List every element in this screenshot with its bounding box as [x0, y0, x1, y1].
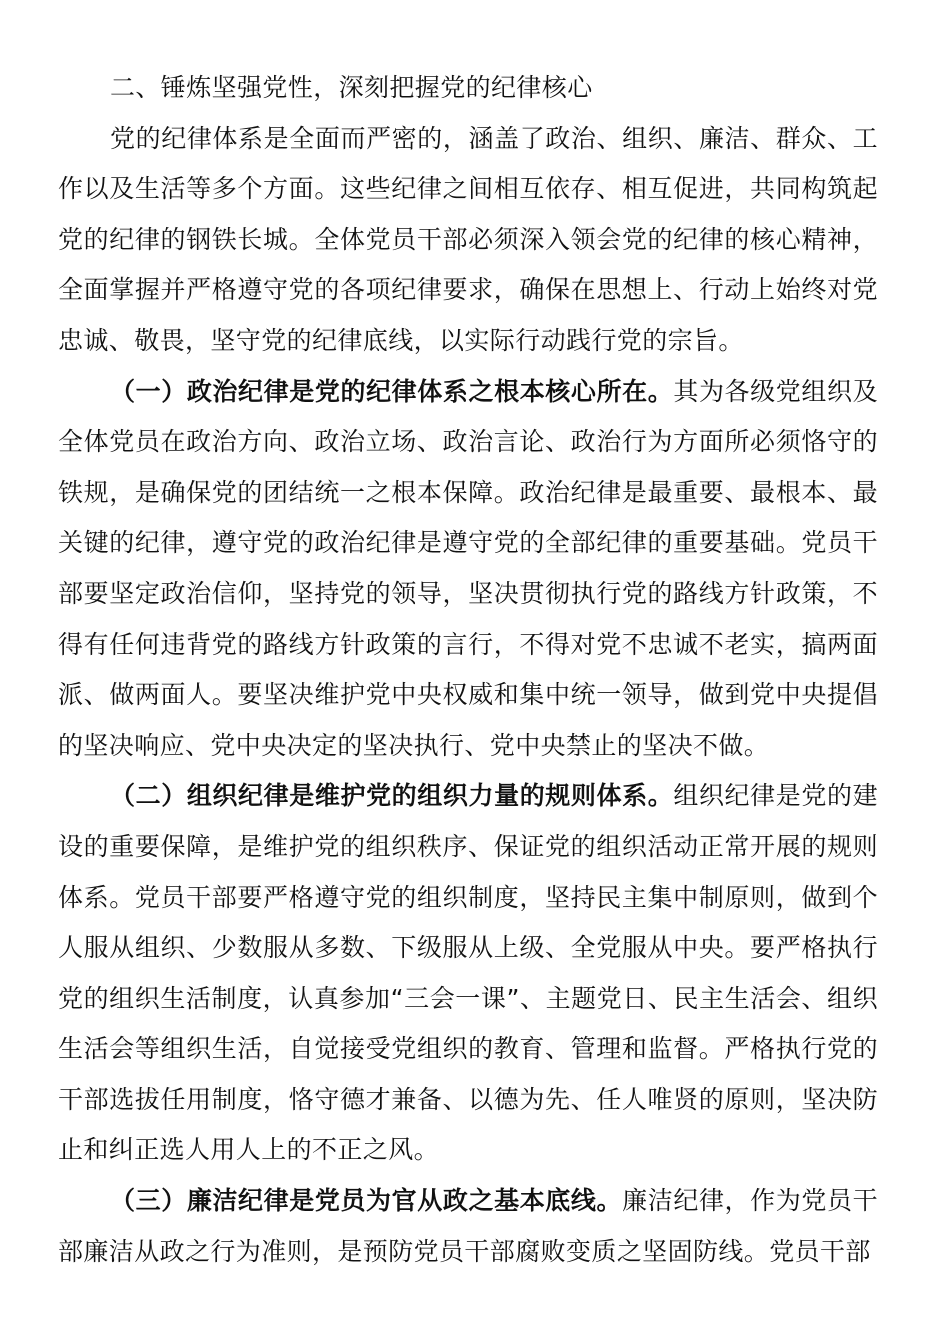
document-body	[58, 63, 878, 1277]
section-body-integrity: 廉洁纪律，作为党员干部廉洁从政之行为准则，是预防党员干部腐败变质之坚固防线。党员干部	[58, 1186, 878, 1266]
intro-paragraph: 党的纪律体系是全面而严密的，涵盖了政治、组织、廉洁、群众、工作以及生活等多个方面。这些纪律之间相互依存、相互促进，共同构筑起党的纪律的钢铁长城。全体党员干部必须深入领会党的纪律的核心精神，全面掌握并严格遵守党的各项纪律要求，确保在思想上、行动上始终对党忠诚、敬畏，坚守党的纪律底线，以实际行动践行党的宗旨。	[58, 123, 878, 355]
section-title-political: （一）政治纪律是党的纪律体系之根本核心所在。	[110, 376, 674, 406]
section-paragraph-integrity	[58, 1176, 878, 1277]
section-paragraph-organizational	[58, 771, 878, 1176]
section-body-organizational: 组织纪律是党的建设的重要保障，是维护党的组织秩序、保证党的组织活动正常开展的规则体系。党员干部要严格遵守党的组织制度，坚持民主集中制原则，做到个人服从组织、少数服从多数、下级服从上级、全党服从中央。要严格执行党的组织生活制度，认真参加“三会一课”、主题党日、民主生活会、组织生活会等组织生活，自觉接受党组织的教育、管理和监督。严格执行党的干部选拔任用制度，恪守德才兼备、以德为先、任人唯贤的原则，坚决防止和纠正选人用人上的不正之风。	[58, 781, 878, 1165]
section-body-political: 其为各级党组织及全体党员在政治方向、政治立场、政治言论、政治行为方面所必须恪守的铁规，是确保党的团结统一之根本保障。政治纪律是最重要、最根本、最关键的纪律，遵守党的政治纪律是遵守党的全部纪律的重要基础。党员干部要坚定政治信仰，坚持党的领导，坚决贯彻执行党的路线方针政策，不得有任何违背党的路线方针政策的言行，不得对党不忠诚不老实，搞两面派、做两面人。要坚决维护党中央权威和集中统一领导，做到党中央提倡的坚决响应、党中央决定的坚决执行、党中央禁止的坚决不做。	[58, 376, 878, 760]
section-title-organizational: （二）组织纪律是维护党的组织力量的规则体系。	[110, 781, 674, 811]
section-title-integrity: （三）廉洁纪律是党员为官从政之基本底线。	[110, 1186, 623, 1216]
section-heading: 二、锤炼坚强党性，深刻把握党的纪律核心	[110, 73, 593, 102]
section-paragraph-political	[58, 367, 878, 772]
